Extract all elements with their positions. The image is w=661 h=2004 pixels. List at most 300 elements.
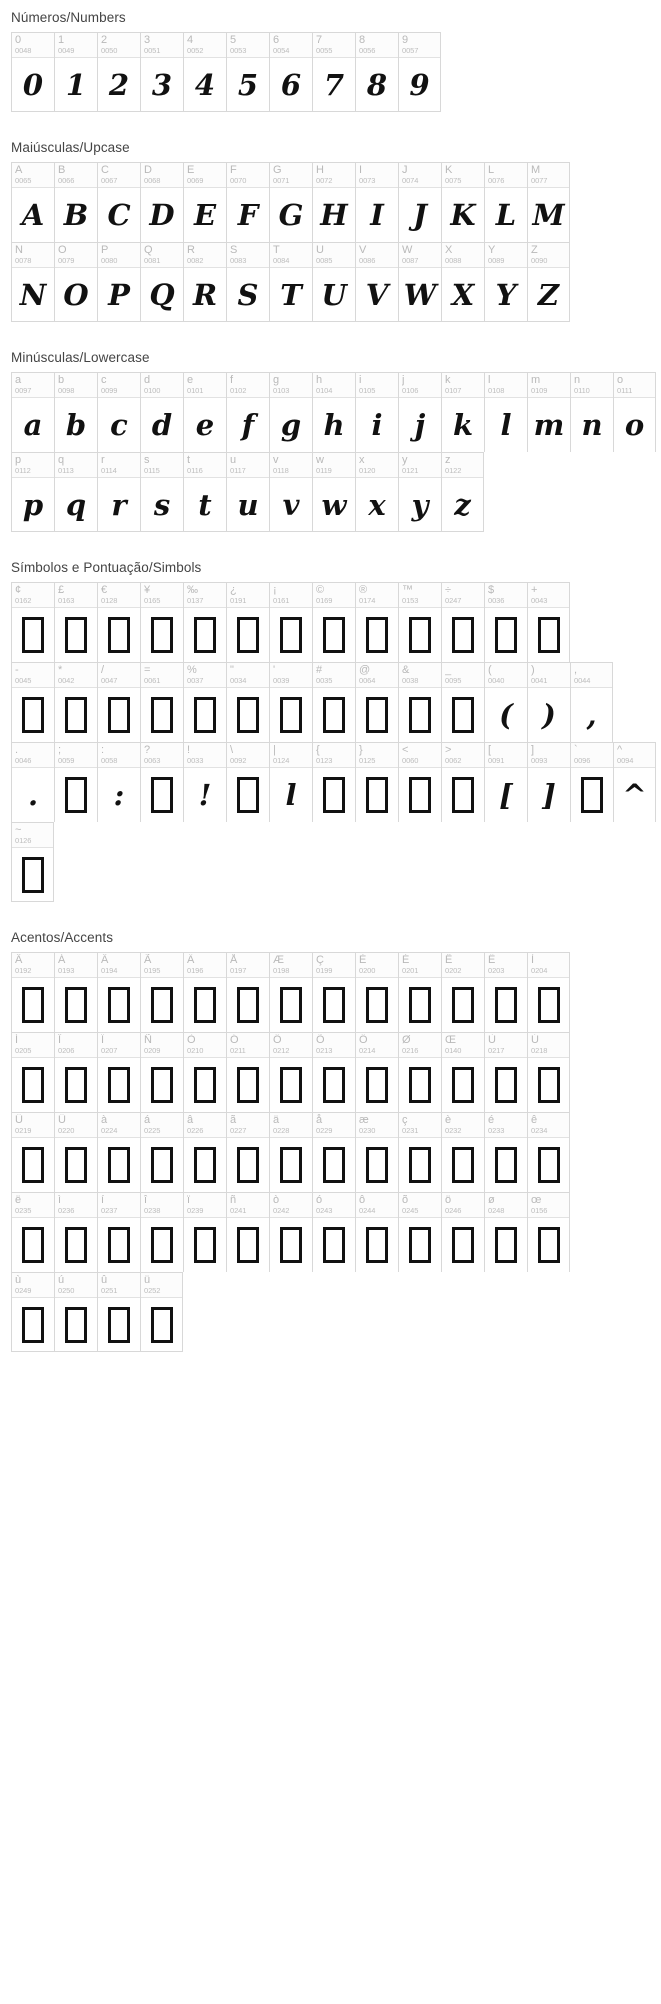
glyph-code-label: 0235 [15,1206,32,1215]
glyph-cell[interactable] [269,952,312,1032]
glyph-cell[interactable] [226,452,269,532]
glyph-cell[interactable] [441,1032,484,1112]
glyph-char-label: x [359,454,365,466]
glyph-cell[interactable] [355,662,398,742]
glyph-cell[interactable] [355,1032,398,1112]
glyph-code-label: 0248 [488,1206,505,1215]
glyph-code-label: 0089 [488,256,505,265]
glyph-cell-header [184,243,226,268]
glyph-cell[interactable] [398,242,441,322]
glyph-cell[interactable] [183,372,226,452]
glyph-cell-header [399,953,441,978]
glyph-cell[interactable] [355,162,398,242]
missing-glyph-box [227,688,269,742]
glyph-cell[interactable] [527,582,570,662]
glyph-char-label: / [101,664,105,676]
glyph-code-label: 0064 [359,676,376,685]
glyph-code-label: 0051 [144,46,161,55]
glyph-preview: y [411,488,429,522]
glyph-cell[interactable] [312,1112,355,1192]
glyph-char-label: C [101,164,109,176]
glyph-char-label: p [15,454,22,466]
glyph-code-label: 0229 [316,1126,333,1135]
glyph-cell[interactable] [441,372,484,452]
glyph-cell[interactable] [97,952,140,1032]
glyph-cell[interactable] [11,1272,54,1352]
glyph-cell-header [227,453,269,478]
glyph-cell[interactable] [226,662,269,742]
glyph-cell[interactable] [54,1272,97,1352]
missing-glyph-box [356,1138,398,1192]
glyph-cell[interactable] [527,952,570,1032]
missing-glyph-box [528,978,569,1032]
glyph-cell[interactable] [441,662,484,742]
glyph-char-label: H [316,164,324,176]
glyph-cell-header [399,243,441,268]
glyph-char-label: [ [488,744,492,756]
glyph-char-label: è [445,1114,452,1126]
glyph-cell[interactable] [97,742,140,822]
glyph-cell-header [270,163,312,188]
glyph-code-label: 0066 [58,176,75,185]
glyph-preview: ( [499,698,513,732]
glyph-char-label: \ [230,744,234,756]
glyph-cell[interactable] [355,32,398,112]
glyph-cell[interactable] [11,582,54,662]
glyph-cell[interactable] [527,1112,570,1192]
glyph-cell[interactable] [441,452,484,532]
glyph-cell[interactable] [54,662,97,742]
glyph-cell[interactable] [269,242,312,322]
glyph-preview: E [193,198,217,232]
glyph-char-label: 3 [144,34,151,46]
glyph-grid [0,582,661,902]
glyph-cell-header [356,1033,398,1058]
glyph-cell[interactable] [140,742,183,822]
glyph-cell[interactable] [484,662,527,742]
missing-glyph-box [227,608,269,662]
glyph-cell[interactable] [54,242,97,322]
glyph-code-label: 0209 [144,1046,161,1055]
glyph-char-label: @ [359,664,371,676]
glyph-cell[interactable] [11,162,54,242]
glyph-cell[interactable] [398,372,441,452]
glyph-cell[interactable] [54,452,97,532]
glyph-cell[interactable] [54,162,97,242]
glyph-char-label: Û [15,1114,23,1126]
glyph-cell[interactable] [355,952,398,1032]
glyph-cell-header [485,1193,527,1218]
glyph-cell[interactable] [312,1192,355,1272]
glyph-cell[interactable] [97,662,140,742]
glyph-char-label: ú [58,1274,65,1286]
glyph-cell[interactable] [183,582,226,662]
glyph-preview: : [113,778,125,812]
glyph-cell[interactable] [398,1112,441,1192]
glyph-cell[interactable] [54,32,97,112]
glyph-cell[interactable] [355,372,398,452]
missing-glyph-box [98,1058,140,1112]
glyph-cell[interactable] [527,372,570,452]
glyph-char-label: ¥ [144,584,151,596]
missing-glyph-box [98,1138,140,1192]
glyph-char-label: ù [15,1274,22,1286]
glyph-cell[interactable] [269,162,312,242]
glyph-cell[interactable] [355,452,398,532]
glyph-code-label: 0087 [402,256,419,265]
glyph-cell-header [55,1033,97,1058]
glyph-cell[interactable] [54,1112,97,1192]
missing-glyph-box [442,768,484,822]
glyph-cell[interactable] [398,1032,441,1112]
glyph-preview: V [365,278,389,312]
glyph-cell[interactable] [570,742,613,822]
glyph-code-label: 0238 [144,1206,161,1215]
glyph-cell[interactable] [140,162,183,242]
glyph-preview: ! [198,778,212,812]
glyph-cell[interactable] [398,32,441,112]
glyph-cell-header [270,453,312,478]
glyph-cell-header [12,243,54,268]
glyph-preview: b [65,408,87,442]
glyph-code-label: 0080 [101,256,118,265]
missing-glyph-box [227,1138,269,1192]
glyph-cell[interactable] [484,1032,527,1112]
glyph-cell[interactable] [140,1112,183,1192]
glyph-code-label: 0244 [359,1206,376,1215]
missing-glyph-box [356,1058,398,1112]
missing-glyph-box [313,1138,355,1192]
glyph-code-label: 0161 [273,596,290,605]
glyph-code-label: 0050 [101,46,118,55]
glyph-cell[interactable] [355,242,398,322]
glyph-cell[interactable] [269,662,312,742]
glyph-cell[interactable] [11,32,54,112]
glyph-cell[interactable] [97,1032,140,1112]
glyph-char-label: Ò [187,1034,196,1046]
glyph-cell-header [356,453,398,478]
glyph-cell[interactable] [183,1192,226,1272]
glyph-cell[interactable] [97,242,140,322]
glyph-cell[interactable] [226,1112,269,1192]
glyph-cell[interactable] [183,1032,226,1112]
glyph-cell-header [141,453,183,478]
glyph-code-label: 0194 [101,966,118,975]
glyph-preview: U [321,278,347,312]
glyph-cell[interactable] [398,1192,441,1272]
glyph-cell-header [442,1113,484,1138]
glyph-cell-header [141,163,183,188]
glyph-cell-header [442,163,484,188]
glyph-cell[interactable] [11,1032,54,1112]
glyph-cell-header [141,1193,183,1218]
glyph-cell[interactable] [140,452,183,532]
glyph-cell[interactable] [11,372,54,452]
glyph-cell[interactable] [11,1112,54,1192]
glyph-cell[interactable] [527,662,570,742]
glyph-grid [0,32,661,112]
glyph-preview: r [111,488,127,522]
glyph-cell[interactable] [312,162,355,242]
glyph-cell[interactable] [11,822,54,902]
glyph-preview: j [414,408,426,442]
glyph-cell[interactable] [269,582,312,662]
glyph-cell[interactable] [183,952,226,1032]
glyph-cell[interactable] [441,742,484,822]
glyph-cell[interactable] [140,1272,183,1352]
glyph-cell[interactable] [570,372,613,452]
glyph-cell-header [98,1193,140,1218]
glyph-cell[interactable] [484,582,527,662]
glyph-cell[interactable] [484,162,527,242]
glyph-cell[interactable] [226,1032,269,1112]
glyph-preview: 8 [366,68,388,102]
glyph-cell[interactable] [398,742,441,822]
glyph-cell[interactable] [11,452,54,532]
glyph-cell[interactable] [398,952,441,1032]
glyph-cell[interactable] [226,32,269,112]
glyph-cell[interactable] [269,742,312,822]
glyph-cell[interactable] [484,742,527,822]
glyph-cell[interactable] [269,1112,312,1192]
glyph-preview: 6 [280,68,302,102]
glyph-cell-header [55,373,97,398]
glyph-cell[interactable] [140,242,183,322]
glyph-cell-header [12,163,54,188]
glyph-code-label: 0088 [445,256,462,265]
glyph-row [11,1032,570,1112]
glyph-cell[interactable] [269,452,312,532]
glyph-cell-header [442,1193,484,1218]
glyph-cell[interactable] [312,1032,355,1112]
glyph-cell[interactable] [312,242,355,322]
glyph-cell[interactable] [398,452,441,532]
glyph-preview: Q [149,278,175,312]
glyph-cell-header [141,663,183,688]
missing-glyph-box [55,978,97,1032]
glyph-preview: , [586,698,597,732]
glyph-char-label: < [402,744,409,756]
glyph-cell[interactable] [97,1192,140,1272]
glyph-cell[interactable] [226,1192,269,1272]
glyph-cell[interactable] [140,1032,183,1112]
glyph-cell[interactable] [54,1192,97,1272]
glyph-cell[interactable] [54,952,97,1032]
glyph-code-label: 0250 [58,1286,75,1295]
missing-glyph-box [528,1058,569,1112]
glyph-cell[interactable] [441,952,484,1032]
glyph-cell[interactable] [11,952,54,1032]
glyph-cell[interactable] [140,662,183,742]
glyph-cell[interactable] [97,1112,140,1192]
glyph-cell[interactable] [97,452,140,532]
glyph-cell[interactable] [312,32,355,112]
glyph-preview: i [371,408,383,442]
missing-glyph-box [98,608,140,662]
glyph-cell[interactable] [398,162,441,242]
glyph-cell[interactable] [312,372,355,452]
glyph-cell[interactable] [312,582,355,662]
glyph-cell[interactable] [140,372,183,452]
glyph-cell[interactable] [183,742,226,822]
glyph-cell-header [313,663,355,688]
glyph-cell[interactable] [183,242,226,322]
glyph-cell[interactable] [226,742,269,822]
glyph-cell[interactable] [441,582,484,662]
glyph-preview: l [500,408,512,442]
glyph-code-label: 0044 [574,676,591,685]
glyph-code-label: 0043 [531,596,548,605]
glyph-preview: L [495,198,517,232]
glyph-cell-header [313,583,355,608]
glyph-cell[interactable] [484,1192,527,1272]
glyph-cell[interactable] [484,242,527,322]
glyph-cell-header [227,373,269,398]
glyph-cell-header [399,663,441,688]
glyph-char-label: î [144,1194,148,1206]
glyph-cell[interactable] [97,582,140,662]
glyph-cell[interactable] [226,242,269,322]
glyph-char-label: S [230,244,238,256]
glyph-code-label: 0057 [402,46,419,55]
missing-glyph-box [55,768,97,822]
glyph-row [11,242,570,322]
glyph-cell[interactable] [312,742,355,822]
glyph-cell[interactable] [441,1192,484,1272]
glyph-cell[interactable] [11,1192,54,1272]
glyph-code-label: 0203 [488,966,505,975]
missing-glyph-box [55,1298,97,1352]
glyph-cell[interactable] [183,162,226,242]
missing-glyph-box [399,1058,441,1112]
glyph-char-label: ë [15,1194,22,1206]
glyph-cell-header [270,243,312,268]
glyph-char-label: 8 [359,34,366,46]
glyph-cell[interactable] [54,372,97,452]
glyph-cell[interactable] [226,162,269,242]
glyph-cell[interactable] [441,162,484,242]
glyph-code-label: 0110 [574,386,590,395]
glyph-char-label: o [617,374,624,386]
glyph-cell[interactable] [355,742,398,822]
glyph-cell[interactable] [312,952,355,1032]
glyph-char-label: ^ [617,744,623,756]
glyph-cell[interactable] [484,952,527,1032]
glyph-cell[interactable] [484,1112,527,1192]
glyph-cell[interactable] [183,1112,226,1192]
glyph-cell[interactable] [398,582,441,662]
glyph-char-label: Ä [187,954,195,966]
section-title: Símbolos e Pontuação/Simbols [11,560,202,575]
glyph-cell[interactable] [355,1112,398,1192]
glyph-cell[interactable] [183,32,226,112]
glyph-cell[interactable] [97,372,140,452]
glyph-cell[interactable] [441,1112,484,1192]
glyph-cell[interactable] [140,1192,183,1272]
glyph-cell[interactable] [140,952,183,1032]
glyph-cell[interactable] [312,452,355,532]
section-spacer [0,1358,661,1370]
glyph-cell[interactable] [398,662,441,742]
glyph-char-label: ' [273,664,276,676]
glyph-cell[interactable] [527,1192,570,1272]
glyph-char-label: Ø [402,1034,411,1046]
glyph-cell-header [313,1193,355,1218]
glyph-char-label: % [187,664,197,676]
glyph-char-label: O [58,244,67,256]
glyph-cell[interactable] [140,32,183,112]
glyph-code-label: 0068 [144,176,161,185]
glyph-cell[interactable] [226,952,269,1032]
glyph-cell-header [98,953,140,978]
glyph-cell[interactable] [613,742,656,822]
glyph-cell[interactable] [269,32,312,112]
glyph-cell[interactable] [11,662,54,742]
glyph-cell[interactable] [54,1032,97,1112]
glyph-code-label: 0070 [230,176,247,185]
glyph-cell[interactable] [312,662,355,742]
glyph-char-label: m [531,374,541,386]
glyph-cell[interactable] [527,1032,570,1112]
glyph-cell-header [227,1113,269,1138]
glyph-cell[interactable] [11,742,54,822]
glyph-char-label: ö [445,1194,452,1206]
glyph-cell-header [313,163,355,188]
glyph-cell-header [12,583,54,608]
glyph-cell[interactable] [97,32,140,112]
glyph-cell-header [442,583,484,608]
glyph-cell[interactable] [269,1192,312,1272]
glyph-cell[interactable] [226,372,269,452]
glyph-code-label: 0199 [316,966,333,975]
glyph-cell[interactable] [183,662,226,742]
glyph-code-label: 0059 [58,756,75,765]
missing-glyph-box [55,1218,97,1272]
glyph-cell[interactable] [441,242,484,322]
glyph-code-label: 0113 [58,466,74,475]
missing-glyph-box [399,978,441,1032]
glyph-char-label: Í [15,1034,19,1046]
glyph-cell[interactable] [226,582,269,662]
glyph-cell[interactable] [97,1272,140,1352]
glyph-cell-header [141,373,183,398]
glyph-code-label: 0116 [187,466,203,475]
glyph-code-label: 0218 [531,1046,548,1055]
glyph-cell[interactable] [484,372,527,452]
missing-glyph-box [356,688,398,742]
glyph-cell[interactable] [11,242,54,322]
glyph-cell[interactable] [269,1032,312,1112]
glyph-cell[interactable] [140,582,183,662]
glyph-cell[interactable] [97,162,140,242]
glyph-cell[interactable] [355,582,398,662]
missing-glyph-box [270,978,312,1032]
glyph-cell[interactable] [527,742,570,822]
glyph-cell[interactable] [183,452,226,532]
glyph-cell[interactable] [54,582,97,662]
glyph-cell[interactable] [613,372,656,452]
glyph-cell[interactable] [54,742,97,822]
glyph-cell[interactable] [570,662,613,742]
glyph-cell[interactable] [355,1192,398,1272]
glyph-cell[interactable] [527,162,570,242]
glyph-preview: Y [495,278,517,312]
glyph-cell[interactable] [527,242,570,322]
section-title: Maiúsculas/Upcase [11,140,130,155]
missing-glyph-box [55,1138,97,1192]
glyph-cell[interactable] [269,372,312,452]
glyph-preview: a [23,408,43,442]
